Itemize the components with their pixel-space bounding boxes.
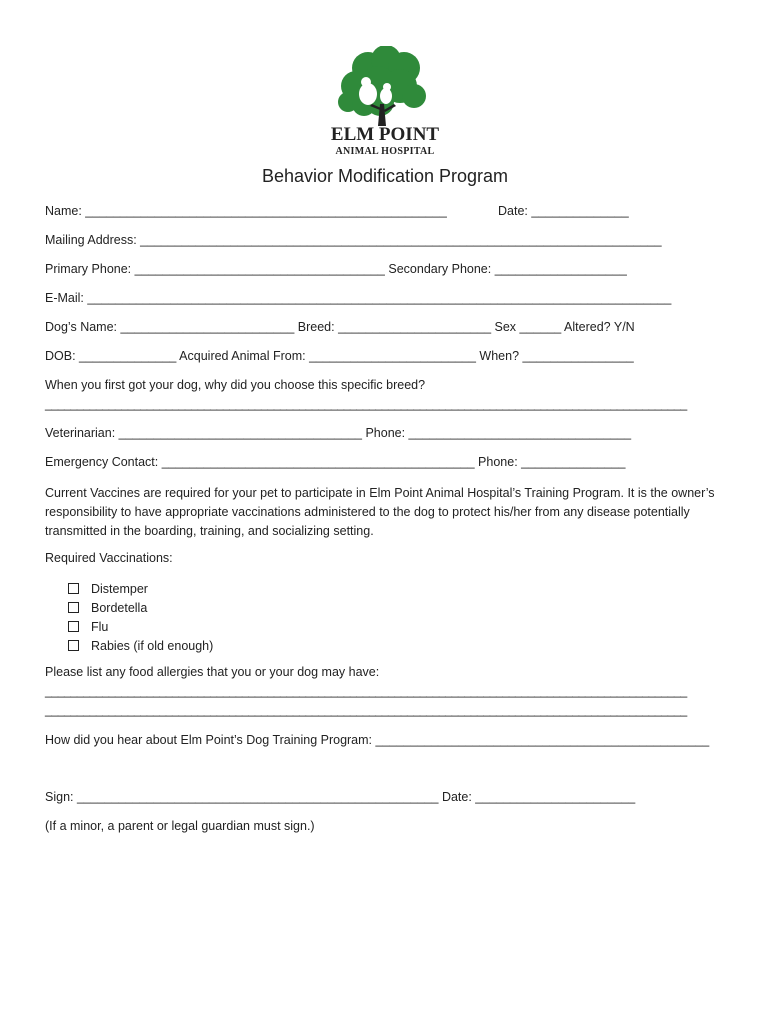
vaccine-label: Rabies (if old enough) bbox=[91, 638, 214, 653]
allergies-line-1[interactable]: _____________________________________________________________________________________________________ bbox=[45, 684, 687, 698]
page-title: Behavior Modification Program bbox=[261, 166, 509, 186]
logo-subtitle: ANIMAL HOSPITAL bbox=[335, 146, 435, 157]
sign-date-field[interactable]: Date: _______________________ bbox=[441, 790, 636, 804]
checkbox-icon[interactable] bbox=[68, 602, 79, 613]
vet-row bbox=[45, 426, 631, 440]
date-field[interactable]: Date: ______________ bbox=[498, 204, 629, 218]
email-field[interactable]: E-Mail: ____________________________________________________________________________________ bbox=[45, 291, 672, 305]
secondary-phone-field[interactable]: Secondary Phone: ___________________ bbox=[388, 262, 627, 276]
mailing-address-field[interactable]: Mailing Address: ___________________________________________________________________________ bbox=[45, 233, 662, 247]
name-row bbox=[45, 204, 447, 218]
required-vaccinations-label: Required Vaccinations: bbox=[45, 551, 173, 565]
vaccination-checklist bbox=[68, 579, 213, 655]
checkbox-icon[interactable] bbox=[68, 621, 79, 632]
vaccines-paragraph: Current Vaccines are required for your pet to participate in Elm Point Animal Hospital’s Training Program. It is the owner’s responsibility to have appropriate vaccinations administered to the dog to protect his/her from any disease potentially transmitted in the boarding, training, and socializing setting. bbox=[45, 486, 715, 538]
breed-answer-line[interactable]: _____________________________________________________________________________________________________ bbox=[45, 397, 687, 411]
checkbox-icon[interactable] bbox=[68, 640, 79, 651]
phone-row bbox=[45, 262, 627, 276]
breed-question: When you first got your dog, why did you choose this specific breed? bbox=[45, 378, 426, 392]
acquired-from-field[interactable]: Acquired Animal From: ________________________ bbox=[179, 349, 476, 363]
vaccine-item[interactable] bbox=[68, 579, 213, 598]
allergies-question: Please list any food allergies that you or your dog may have: bbox=[45, 665, 380, 679]
sex-field[interactable]: Sex ______ bbox=[494, 320, 562, 334]
signature-field[interactable]: Sign: ____________________________________________________ bbox=[45, 790, 439, 804]
guardian-note: (If a minor, a parent or legal guardian must sign.) bbox=[45, 819, 315, 833]
dob-field[interactable]: DOB: ______________ bbox=[45, 349, 177, 363]
logo-name: ELM POINT bbox=[330, 124, 440, 145]
veterinarian-field[interactable]: Veterinarian: ___________________________________ bbox=[45, 426, 362, 440]
dog-row bbox=[45, 320, 635, 334]
sign-row bbox=[45, 790, 635, 804]
emergency-row bbox=[45, 455, 625, 469]
vaccine-label: Distemper bbox=[91, 581, 148, 596]
vaccine-item[interactable] bbox=[68, 598, 213, 617]
vaccine-item[interactable] bbox=[68, 617, 213, 636]
allergies-line-2[interactable]: _____________________________________________________________________________________________________ bbox=[45, 703, 687, 717]
emergency-phone-field[interactable]: Phone: _______________ bbox=[478, 455, 626, 469]
checkbox-icon[interactable] bbox=[68, 583, 79, 594]
name-field[interactable]: Name: ____________________________________________________ bbox=[45, 204, 447, 218]
email-row bbox=[45, 291, 671, 305]
vet-phone-field[interactable]: Phone: ________________________________ bbox=[365, 426, 632, 440]
tree-icon bbox=[320, 46, 450, 126]
vaccine-item[interactable] bbox=[68, 636, 213, 655]
emergency-contact-field[interactable]: Emergency Contact: _____________________________________________ bbox=[45, 455, 475, 469]
date-row bbox=[498, 204, 629, 218]
dogs-name-field[interactable]: Dog’s Name: _________________________ bbox=[45, 320, 295, 334]
breed-field[interactable]: Breed: ______________________ bbox=[297, 320, 492, 334]
primary-phone-field[interactable]: Primary Phone: ____________________________________ bbox=[45, 262, 385, 276]
hear-about-field[interactable]: How did you hear about Elm Point’s Dog Training Program: ________________________________________________ bbox=[45, 733, 710, 747]
vaccine-label: Flu bbox=[91, 619, 109, 634]
elm-point-logo bbox=[320, 46, 450, 164]
vaccine-label: Bordetella bbox=[91, 600, 148, 615]
mailing-row bbox=[45, 233, 662, 247]
when-field[interactable]: When? ________________ bbox=[479, 349, 634, 363]
altered-field[interactable]: Altered? Y/N bbox=[564, 320, 635, 334]
dob-row bbox=[45, 349, 634, 363]
